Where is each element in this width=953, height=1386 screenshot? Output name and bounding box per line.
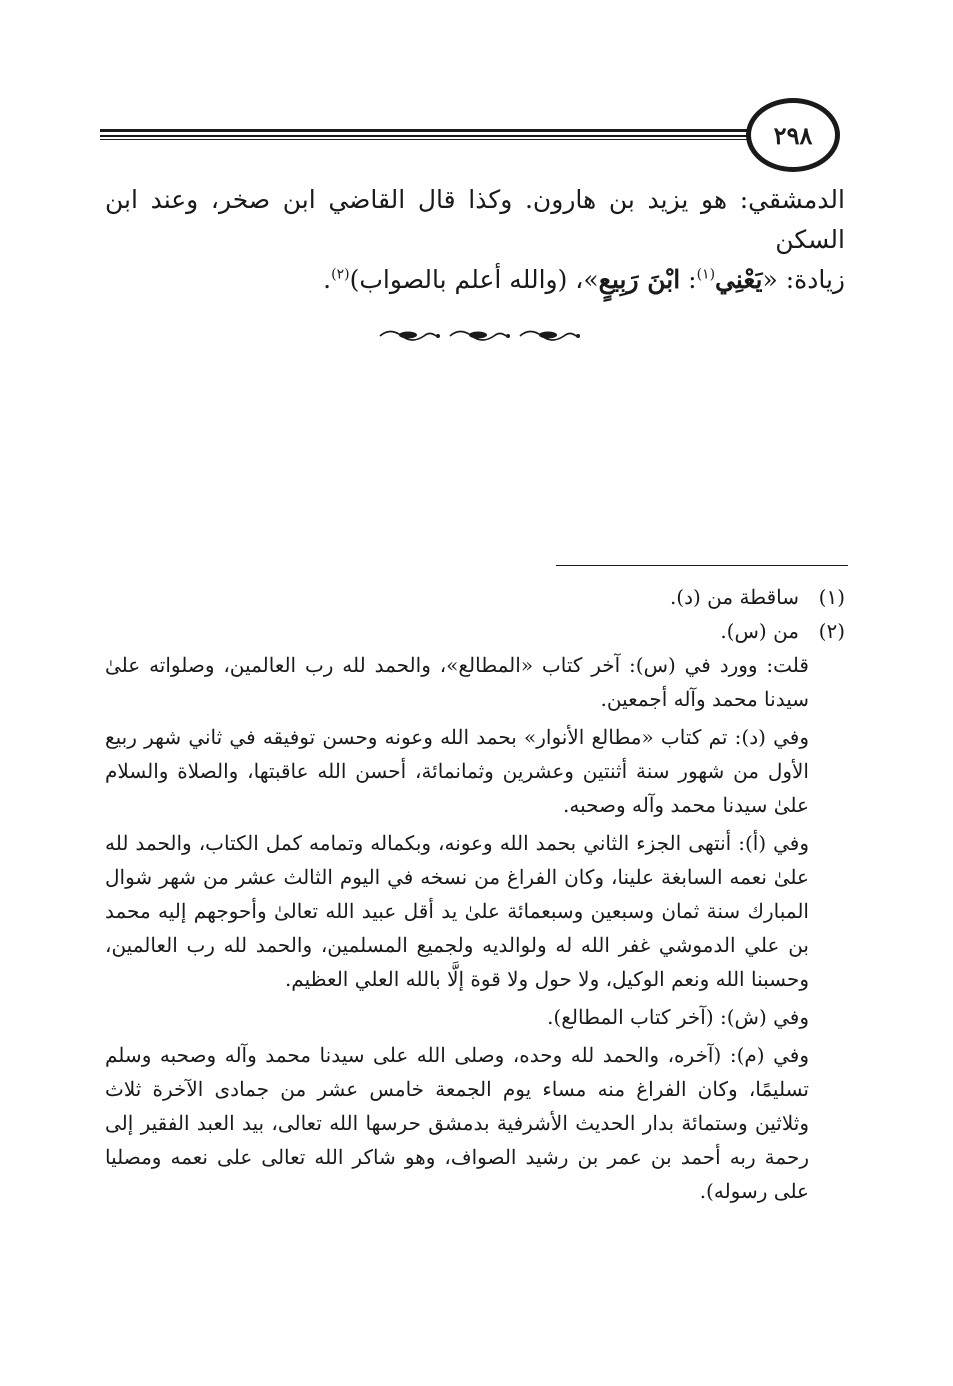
main-line-2 [105, 260, 845, 300]
footnote-2-number: (٢) [818, 619, 845, 643]
footnote-ref-2[interactable]: (٢) [331, 266, 350, 283]
separator: : [680, 265, 697, 294]
note-paragraph-m: وفي (م): (آخره، والحمد لله وحده، وصلى الله على سيدنا محمد وآله وصحبه وسلم تسليمًا، وكان الفراغ منه مساء يوم الجمعة خامس عشر من جمادى الآخرة ثلاث وثلاثين وستمائة بدار الحديث الأشرفية بدمشق حرسها الله تعالى، بيد العبد الفقير إلى رحمة ربه أحمد بن عمر بن رشيد الصواف، وهو شاكر الله تعالى على نعمه ومصليا على رسوله). [105, 1043, 809, 1203]
footnote-1-text: ساقطة من (د). [669, 585, 799, 609]
quote-open: زيادة: « [762, 265, 845, 294]
footnote-1-number: (١) [818, 585, 845, 609]
page-number-text: ٢٩٨ [773, 120, 813, 150]
footnote-2-text: من (س). [720, 619, 799, 643]
note-paragraph-sh: وفي (ش): (آخر كتاب المطالع). [547, 1005, 809, 1029]
footnote-ref-1[interactable]: (١) [696, 266, 716, 283]
quoted-word: يَعْنِي [715, 265, 763, 294]
note-paragraph-a: وفي (أ): أنتهى الجزء الثاني بحمد الله وعونه، وبكماله وتمامه كمل الكتاب، والحمد لله علىٰ نعمه السابغة علينا، وكان الفراغ من نسخه في اليوم الثالث عشر من شهر شوال المبارك سنة ثمان وسبعين وسبعمائة علىٰ يد أقل عبيد الله تعالىٰ وأحوجهم إليه محمد بن علي الدموشي غفر الله له ولوالديه ولجميع المسلمين، والحمد لله رب العالمين، وحسبنا الله ونعم الوكيل، ولا حول ولا قوة إلَّا بالله العلي العظيم. [105, 831, 809, 991]
section-divider-ornament-icon [376, 322, 584, 350]
page-header [100, 96, 848, 176]
header-rule [100, 129, 760, 141]
page-number [746, 98, 840, 172]
line-2-end: . [323, 265, 332, 294]
note-paragraph-s: قلت: وورد في (س): آخر كتاب «المطالع»، والحمد لله رب العالمين، وصلواته علىٰ سيدنا محمد وآله أجمعين. [105, 653, 809, 711]
footnotes [105, 580, 845, 1212]
note-paragraph-d: وفي (د): تم كتاب «مطالع الأنوار» بحمد الله وعونه وحسن توفيقه في ثاني شهر ربيع الأول من شهور سنة أثنتين وعشرين وثمانمائة، أحسن الله عاقبتها، والصلاة والسلام علىٰ سيدنا محمد وآله وصحبه. [105, 725, 809, 817]
main-text [105, 180, 845, 300]
footnote-divider [556, 565, 848, 566]
footnote-2 [105, 614, 845, 648]
main-line-1: الدمشقي: هو يزيد بن هارون. وكذا قال القاضي ابن صخر، وعند ابن السكن [105, 185, 845, 254]
footnote-1 [105, 580, 845, 614]
line-2-rest: »، (والله أعلم بالصواب) [349, 265, 599, 294]
quoted-name: ابْنَ رَبِيعٍ [598, 265, 681, 294]
footnote-2-notes [105, 648, 809, 1208]
